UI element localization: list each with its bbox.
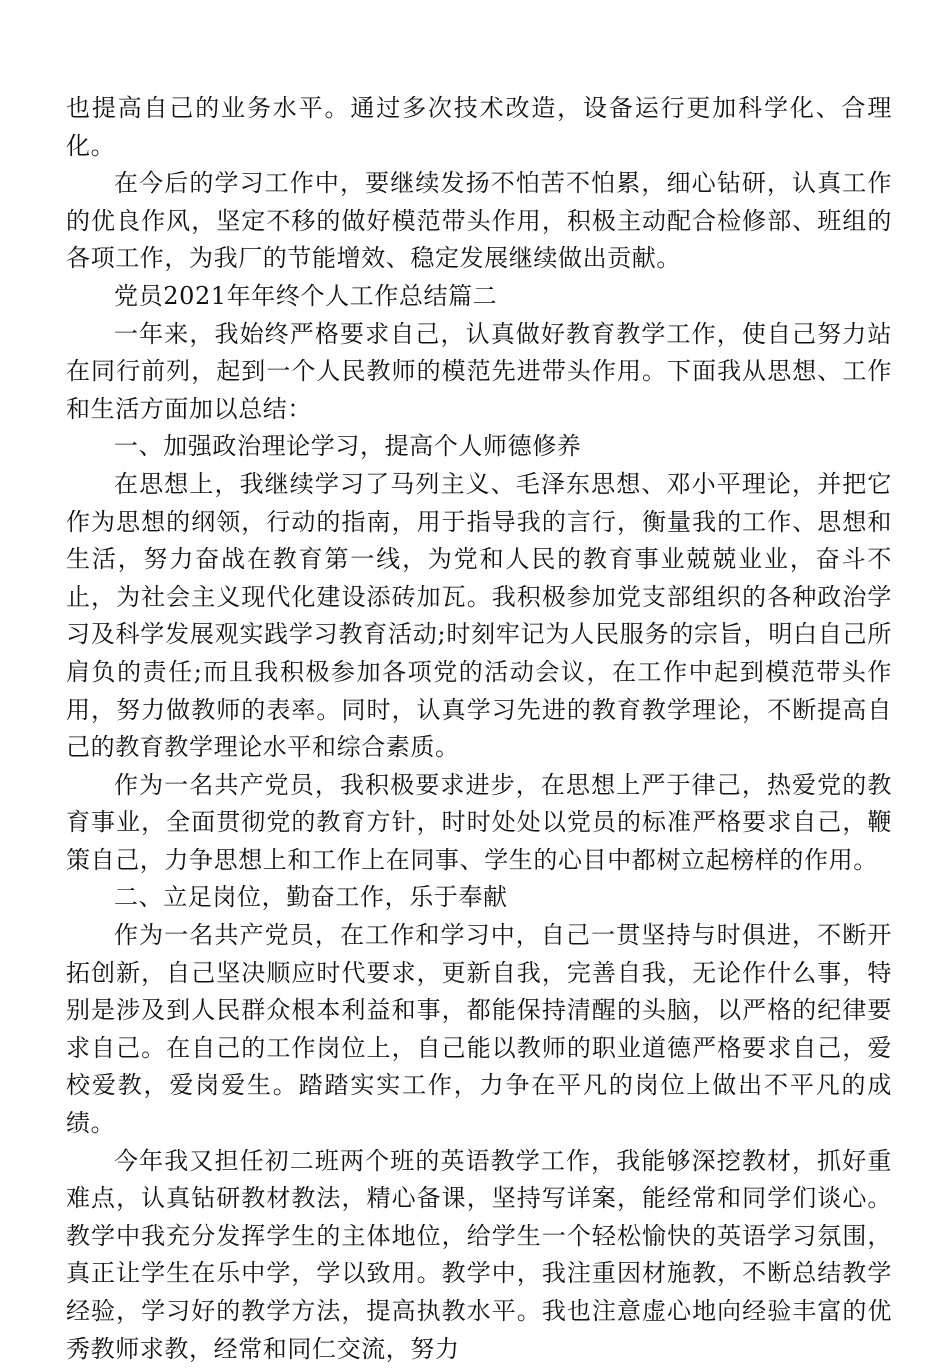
document-page <box>66 90 892 1368</box>
paragraph-continuation: 也提高自己的业务水平。通过多次技术改造，设备运行更加科学化、合理化。 <box>66 94 892 160</box>
paragraph-thought: 在思想上，我继续学习了马列主义、毛泽东思想、邓小平理论，并把它作为思想的纲领，行动的指南，用于指导我的言行，衡量我的工作、思想和生活，努力奋战在教育第一线，为党和人民的教育事业兢兢业业，奋斗不止，为社会主义现代化建设添砖加瓦。我积极参加党支部组织的各种政治学习及科学发展观实践学习教育活动;时刻牢记为人民服务的宗旨，明白自己所肩负的责任;而且我积极参加各项党的活动会议，在工作中起到模范带头作用，努力做教师的表率。同时，认真学习先进的教育教学理论，不断提高自己的教育教学理论水平和综合素质。 <box>66 469 892 762</box>
heading-dedication: 二、立足岗位，勤奋工作，乐于奉献 <box>114 883 508 912</box>
paragraph-intro: 一年来，我始终严格要求自己，认真做好教育教学工作，使自己努力站在同行前列，起到一个人民教师的模范先进带头作用。下面我从思想、工作和生活方面加以总结： <box>66 319 892 423</box>
paragraph-work-study: 作为一名共产党员，在工作和学习中，自己一贯坚持与时俱进，不断开拓创新，自己坚决顺应时代要求，更新自我，完善自我，无论作什么事，特别是涉及到人民群众根本利益和事，都能保持清醒的头脑，以严格的纪律要求自己。在自己的工作岗位上，自己能以教师的职业道德严格要求自己，爱校爱教，爱岗爱生。踏踏实实工作，力争在平凡的岗位上做出不平凡的成绩。 <box>66 921 892 1138</box>
paragraph-party-member: 作为一名共产党员，我积极要求进步，在思想上严于律己，热爱党的教育事业，全面贯彻党的教育方针，时时处处以党员的标准严格要求自己，鞭策自己，力争思想上和工作上在同事、学生的心目中都树立起榜样的作用。 <box>66 770 892 874</box>
paragraph-future-work: 在今后的学习工作中，要继续发扬不怕苦不怕累，细心钻研，认真工作的优良作风，坚定不移的做好模范带头作用，积极主动配合检修部、班组的各项工作，为我厂的节能增效、稳定发展继续做出贡献。 <box>66 169 892 273</box>
heading-political-study: 一、加强政治理论学习，提高个人师德修养 <box>114 432 582 461</box>
section-title-part-two: 党员2021年年终个人工作总结篇二 <box>114 281 498 310</box>
paragraph-english-teaching: 今年我又担任初二班两个班的英语教学工作，我能够深挖教材，抓好重难点，认真钻研教材教法，精心备课，坚持写详案，能经常和同学们谈心。教学中我充分发挥学生的主体地位，给学生一个轻松愉快的英语学习氛围，真正让学生在乐中学，学以致用。教学中，我注重因材施教，不断总结教学经验，学习好的教学方法，提高执教水平。我也注意虚心地向经验丰富的优秀教师求教，经常和同仁交流，努力 <box>66 1146 892 1363</box>
